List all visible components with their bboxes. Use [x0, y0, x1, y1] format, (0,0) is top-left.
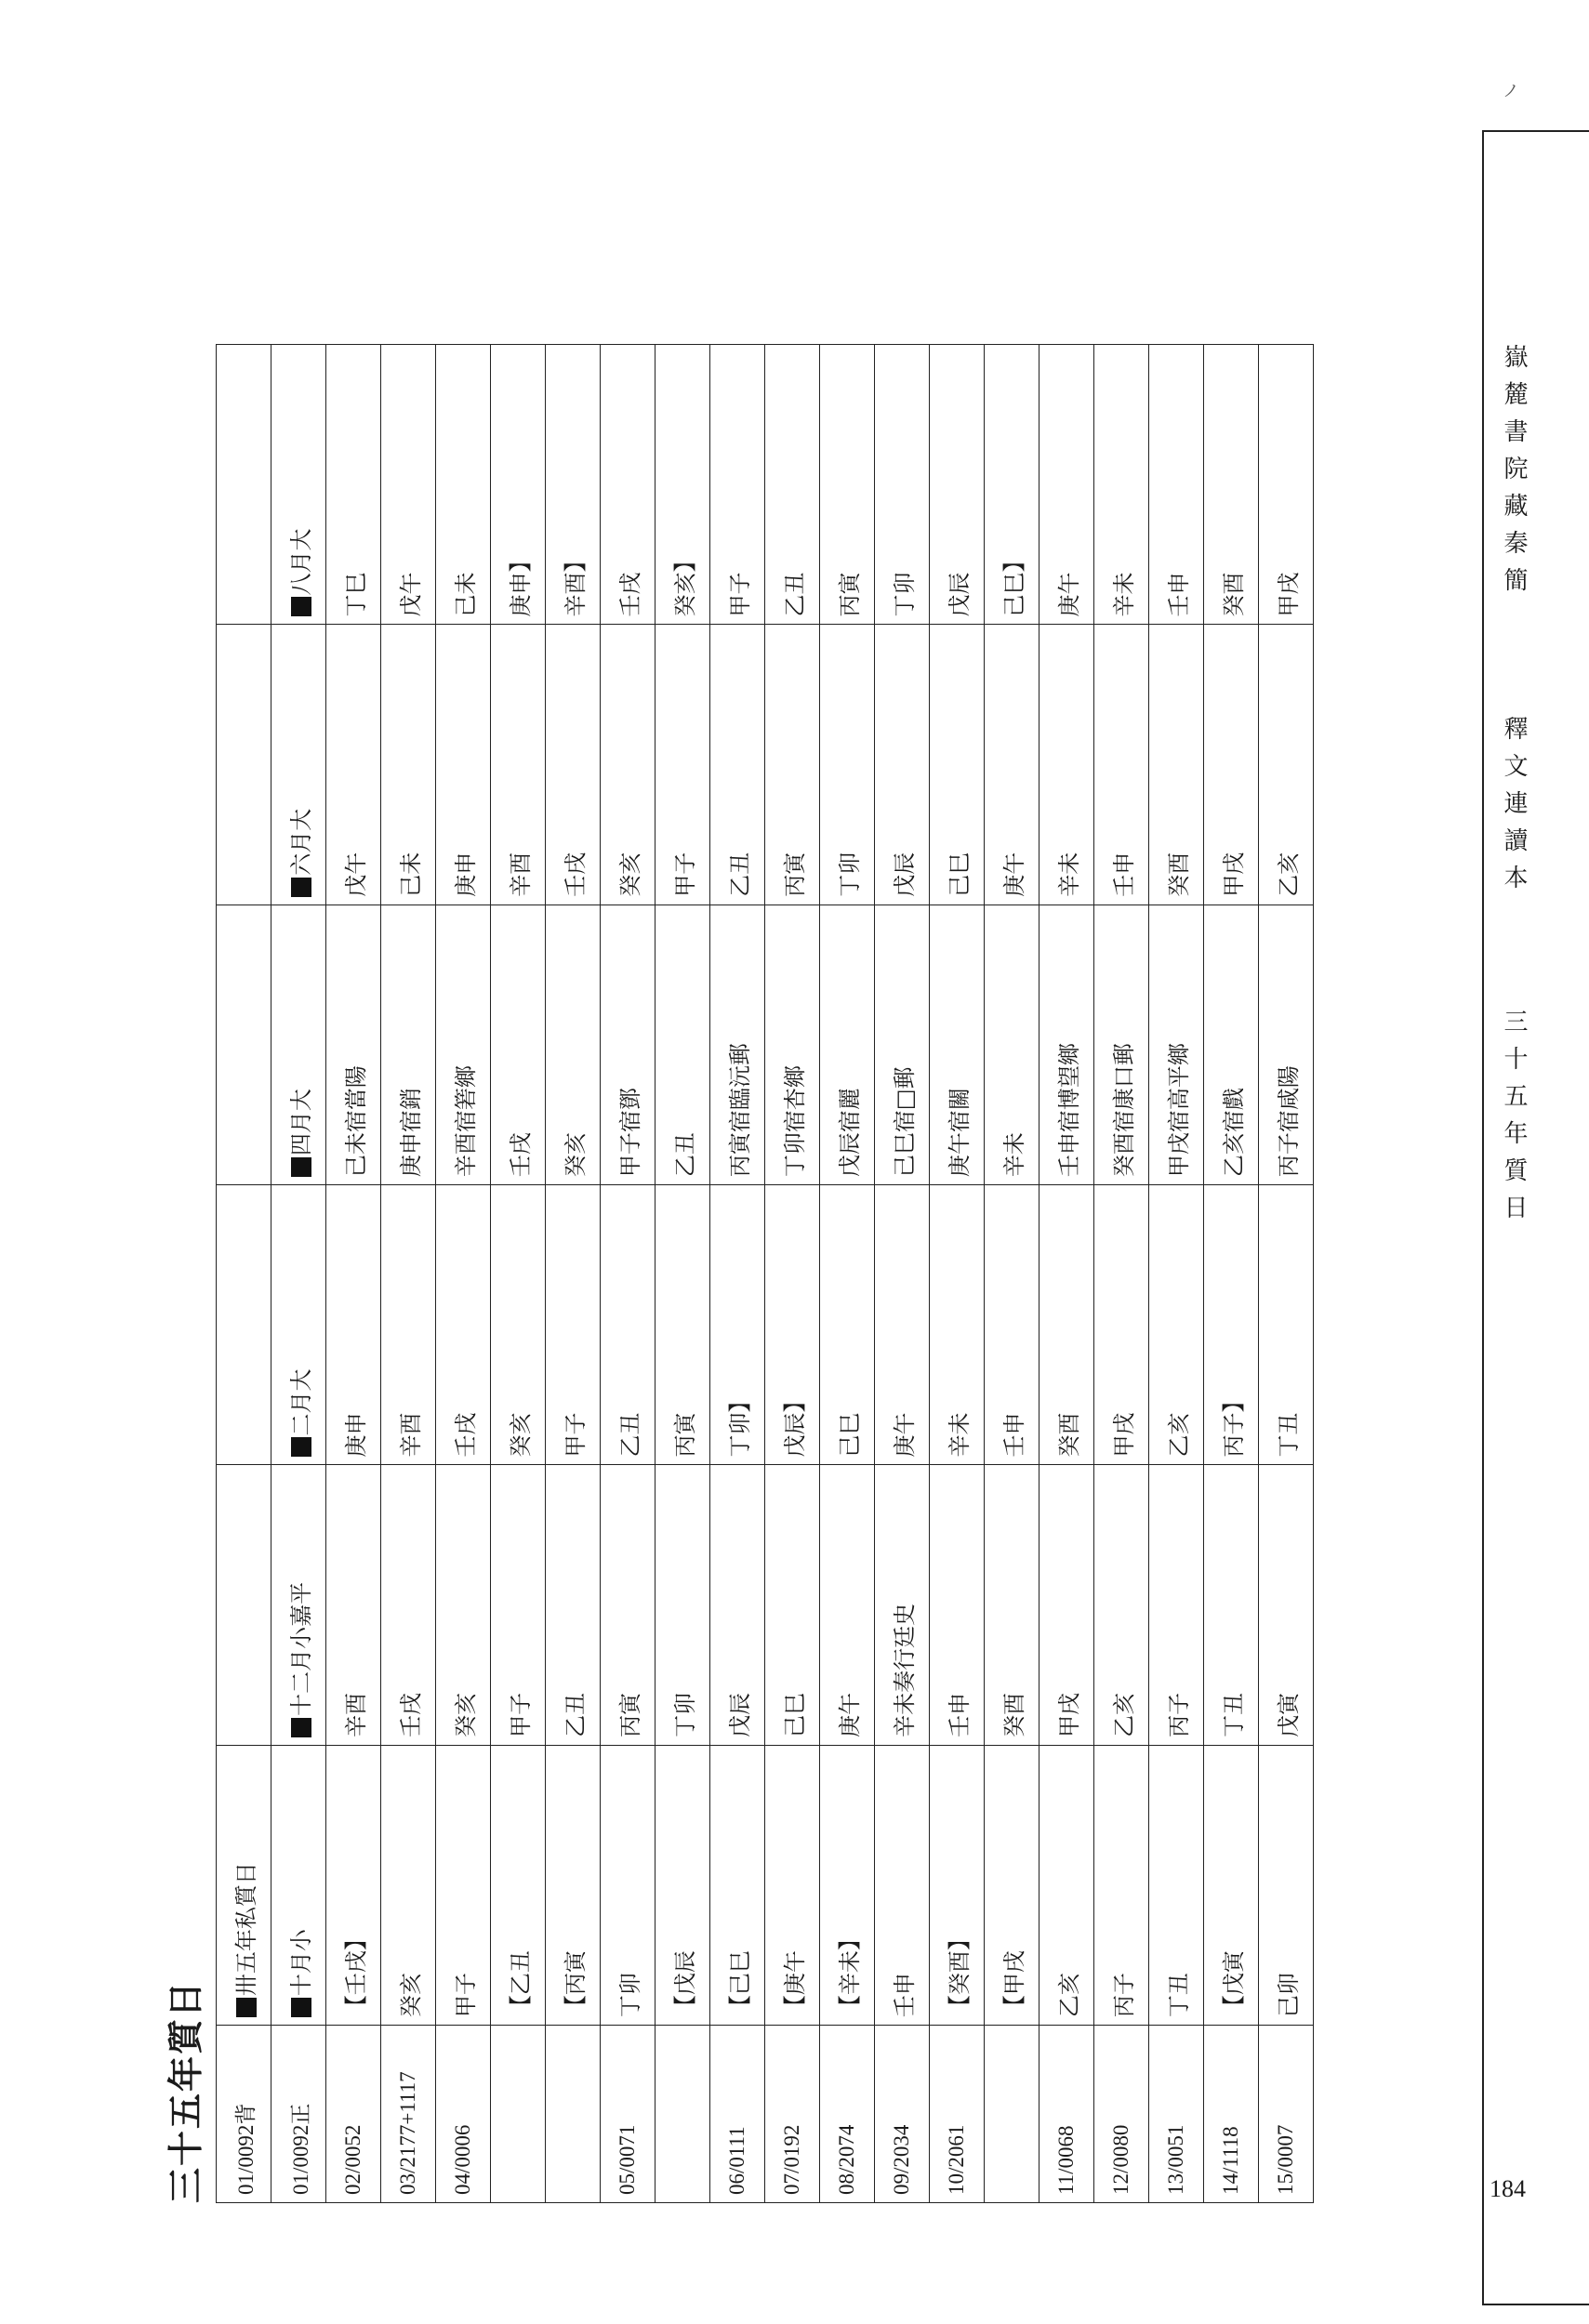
table-cell: 乙亥: [1149, 1185, 1204, 1465]
slip-number-cell: 05/0071: [601, 2026, 655, 2203]
slip-number-cell: [655, 2026, 710, 2203]
rotated-table-block: [158, 344, 1302, 2203]
slip-number-cell: 12/0080: [1094, 2026, 1149, 2203]
table-row: [930, 345, 985, 2203]
table-cell: 壬申: [930, 1465, 985, 1745]
table-cell: [217, 1465, 271, 1745]
table-cell: 己巳宿□郵: [875, 905, 930, 1184]
table-cell: 辛酉: [326, 1465, 381, 1745]
table-row: [710, 345, 765, 2203]
table-cell: 十月小: [271, 1745, 326, 2025]
slip-number-cell: 13/0051: [1149, 2026, 1204, 2203]
table-cell: 【乙丑: [491, 1745, 546, 2025]
header-rule: [1482, 130, 1484, 2305]
table-row: [1094, 345, 1149, 2203]
table-cell: 甲戌宿高平鄉: [1149, 905, 1204, 1184]
table-cell: 辛未: [1039, 625, 1094, 905]
table-cell: 壬戌: [491, 905, 546, 1184]
table-cell: 甲子: [710, 345, 765, 625]
table-cell: 癸亥: [601, 625, 655, 905]
table-cell: 戊辰: [930, 345, 985, 625]
table-row: [217, 345, 271, 2203]
table-cell: 癸酉: [985, 1465, 1039, 1745]
slip-number-cell: 10/2061: [930, 2026, 985, 2203]
table-cell: 八月大: [271, 345, 326, 625]
black-square-mark: [291, 1998, 311, 2017]
slip-number-cell: 08/2074: [820, 2026, 875, 2203]
table-cell: 癸亥: [436, 1465, 491, 1745]
table-cell: 丁卯: [820, 625, 875, 905]
table-cell: 辛酉】: [546, 345, 601, 625]
table-cell: 【戊寅: [1204, 1745, 1259, 2025]
table-cell: 己未宿當陽: [326, 905, 381, 1184]
slip-number-cell: [985, 2026, 1039, 2203]
table-row: [820, 345, 875, 2203]
table-cell: 六月大: [271, 625, 326, 905]
table-cell: 壬戌: [546, 625, 601, 905]
table-cell: 癸亥: [546, 905, 601, 1184]
table-cell: 丁丑: [1259, 1185, 1314, 1465]
table-cell: 卅五年私質日: [217, 1745, 271, 2025]
table-cell: 十二月小嘉平: [271, 1465, 326, 1745]
table-cell: 己巳: [765, 1465, 820, 1745]
table-cell: 己未: [381, 625, 436, 905]
calendar-table: [216, 344, 1314, 2203]
table-cell: 丙寅宿臨沅郵: [710, 905, 765, 1184]
black-square-mark: [236, 1998, 257, 2017]
table-cell: 乙亥: [1094, 1465, 1149, 1745]
book-title: 嶽麓書院藏秦簡: [1500, 344, 1528, 604]
table-cell: 丁丑: [1149, 1745, 1204, 2025]
table-cell: 乙丑: [601, 1185, 655, 1465]
table-cell: 甲戌: [1259, 345, 1314, 625]
table-cell: 庚午: [820, 1465, 875, 1745]
table-row: [1149, 345, 1204, 2203]
slip-number-cell: 09/2034: [875, 2026, 930, 2203]
table-cell: 丁卯】: [710, 1185, 765, 1465]
table-cell: 甲子: [436, 1745, 491, 2025]
table-cell: 丙寅: [765, 625, 820, 905]
table-cell: 甲戌: [1039, 1465, 1094, 1745]
table-cell: 丁卯: [875, 345, 930, 625]
table-cell: 二月大: [271, 1185, 326, 1465]
table-cell: 戊寅: [1259, 1465, 1314, 1745]
table-row: [1259, 345, 1314, 2203]
table-cell: 癸酉: [1204, 345, 1259, 625]
table-cell: [217, 905, 271, 1184]
table-cell: 甲子: [491, 1465, 546, 1745]
slip-number-cell: 04/0006: [436, 2026, 491, 2203]
table-cell: 壬戌: [436, 1185, 491, 1465]
page-number: 184: [1490, 2175, 1526, 2202]
table-cell: 庚午: [875, 1185, 930, 1465]
black-square-mark: [291, 1437, 311, 1457]
table-cell: 戊午: [326, 625, 381, 905]
table-row: [326, 345, 381, 2203]
table-cell: 己巳】: [985, 345, 1039, 625]
section-title: 釋文連讀本: [1500, 716, 1528, 902]
table-row: [875, 345, 930, 2203]
table-cell: 辛酉: [491, 625, 546, 905]
table-cell: 丁卯宿杏鄉: [765, 905, 820, 1184]
table-cell: 【戊辰: [655, 1745, 710, 2025]
table-cell: 丁巳: [326, 345, 381, 625]
black-square-mark: [291, 1157, 311, 1177]
table-cell: 癸亥: [491, 1185, 546, 1465]
table-cell: 甲戌: [1204, 625, 1259, 905]
table-cell: 庚申宿銷: [381, 905, 436, 1184]
table-cell: 乙丑: [710, 625, 765, 905]
table-cell: 壬申: [985, 1185, 1039, 1465]
table-cell: 辛未: [985, 905, 1039, 1184]
table-cell: 己卯: [1259, 1745, 1314, 2025]
table-cell: 庚午: [985, 625, 1039, 905]
table-cell: 丁丑: [1204, 1465, 1259, 1745]
table-row: [436, 345, 491, 2203]
table-cell: 庚午宿關: [930, 905, 985, 1184]
table-cell: 丙子】: [1204, 1185, 1259, 1465]
table-row: [655, 345, 710, 2203]
table-cell: 辛未: [930, 1185, 985, 1465]
table-cell: 【癸酉】: [930, 1745, 985, 2025]
table-cell: 癸酉: [1149, 625, 1204, 905]
table-cell: 壬申宿博望鄉: [1039, 905, 1094, 1184]
table-row: [1039, 345, 1094, 2203]
table-cell: 乙丑: [546, 1465, 601, 1745]
table-row: [985, 345, 1039, 2203]
table-cell: [217, 1185, 271, 1465]
table-cell: 壬戌: [601, 345, 655, 625]
table-cell: 庚申: [436, 625, 491, 905]
slip-number-cell: 07/0192: [765, 2026, 820, 2203]
slip-number-cell: [546, 2026, 601, 2203]
table-cell: 壬戌: [381, 1465, 436, 1745]
slip-number-cell: [491, 2026, 546, 2203]
table-cell: 甲子: [655, 625, 710, 905]
table-cell: 壬申: [1094, 625, 1149, 905]
table-cell: 乙丑: [765, 345, 820, 625]
slip-number-cell: 15/0007: [1259, 2026, 1314, 2203]
table-cell: 【甲戌: [985, 1745, 1039, 2025]
table-row: [765, 345, 820, 2203]
header-rule-top: [1482, 130, 1589, 132]
table-row: [491, 345, 546, 2203]
chapter-title: 三十五年質日: [1500, 1009, 1528, 1232]
table-cell: 庚申: [326, 1185, 381, 1465]
table-cell: 【庚午: [765, 1745, 820, 2025]
table-cell: 丁卯: [655, 1465, 710, 1745]
table-cell: 戊辰宿麗: [820, 905, 875, 1184]
black-square-mark: [291, 597, 311, 616]
table-cell: 壬申: [875, 1745, 930, 2025]
table-cell: 癸亥: [381, 1745, 436, 2025]
table-cell: 壬申: [1149, 345, 1204, 625]
table-cell: 【辛未】: [820, 1745, 875, 2025]
table-cell: 庚午: [1039, 345, 1094, 625]
slip-number-cell: 14/1118: [1204, 2026, 1259, 2203]
table-cell: 戊午: [381, 345, 436, 625]
table-cell: [217, 625, 271, 905]
table-cell: 甲子: [546, 1185, 601, 1465]
table-row: [381, 345, 436, 2203]
slip-number-cell: 01/0092背: [217, 2026, 271, 2203]
slip-number-cell: 06/0111: [710, 2026, 765, 2203]
table-cell: 己未: [436, 345, 491, 625]
table-cell: 己巳: [930, 625, 985, 905]
table-cell: 丁卯: [601, 1745, 655, 2025]
table-cell: 辛酉: [381, 1185, 436, 1465]
slip-number-cell: 03/2177+1117: [381, 2026, 436, 2203]
table-cell: 丙寅: [820, 345, 875, 625]
table-row: [546, 345, 601, 2203]
table-cell: 【丙寅: [546, 1745, 601, 2025]
table-cell: 癸酉宿康口郵: [1094, 905, 1149, 1184]
corner-mark: ノ: [1503, 82, 1519, 101]
table-cell: 丙子: [1149, 1465, 1204, 1745]
table-cell: 戊辰: [875, 625, 930, 905]
table-cell: 丙子宿咸陽: [1259, 905, 1314, 1184]
table-cell: 甲子宿鄧: [601, 905, 655, 1184]
table-cell: 丙子: [1094, 1745, 1149, 2025]
table-cell: 己巳: [820, 1185, 875, 1465]
table-title: 三十五年質日: [166, 1979, 206, 2203]
table-cell: 【己巳: [710, 1745, 765, 2025]
slip-number-cell: 01/0092正: [271, 2026, 326, 2203]
table-cell: 乙丑: [655, 905, 710, 1184]
slip-number-cell: 02/0052: [326, 2026, 381, 2203]
table-cell: 庚申】: [491, 345, 546, 625]
table-cell: 丙寅: [601, 1465, 655, 1745]
table-cell: 辛酉宿箬鄉: [436, 905, 491, 1184]
table-cell: 四月大: [271, 905, 326, 1184]
table-cell: 甲戌: [1094, 1185, 1149, 1465]
table-cell: 癸亥】: [655, 345, 710, 625]
table-cell: 丙寅: [655, 1185, 710, 1465]
table-cell: 戊辰】: [765, 1185, 820, 1465]
table-cell: 癸酉: [1039, 1185, 1094, 1465]
table-cell: 乙亥宿戲: [1204, 905, 1259, 1184]
table-cell: 乙亥: [1259, 625, 1314, 905]
table-row: [601, 345, 655, 2203]
table-cell: 【壬戌】: [326, 1745, 381, 2025]
black-square-mark: [291, 878, 311, 897]
table-cell: [217, 345, 271, 625]
header-rule-bottom: [1482, 2304, 1589, 2305]
slip-number-cell: 11/0068: [1039, 2026, 1094, 2203]
table-cell: 戊辰: [710, 1465, 765, 1745]
table-row: [271, 345, 326, 2203]
table-cell: 乙亥: [1039, 1745, 1094, 2025]
black-square-mark: [291, 1718, 311, 1737]
table-row: [1204, 345, 1259, 2203]
table-cell: 辛未: [1094, 345, 1149, 625]
table-cell: 辛未奏行廷史: [875, 1465, 930, 1745]
